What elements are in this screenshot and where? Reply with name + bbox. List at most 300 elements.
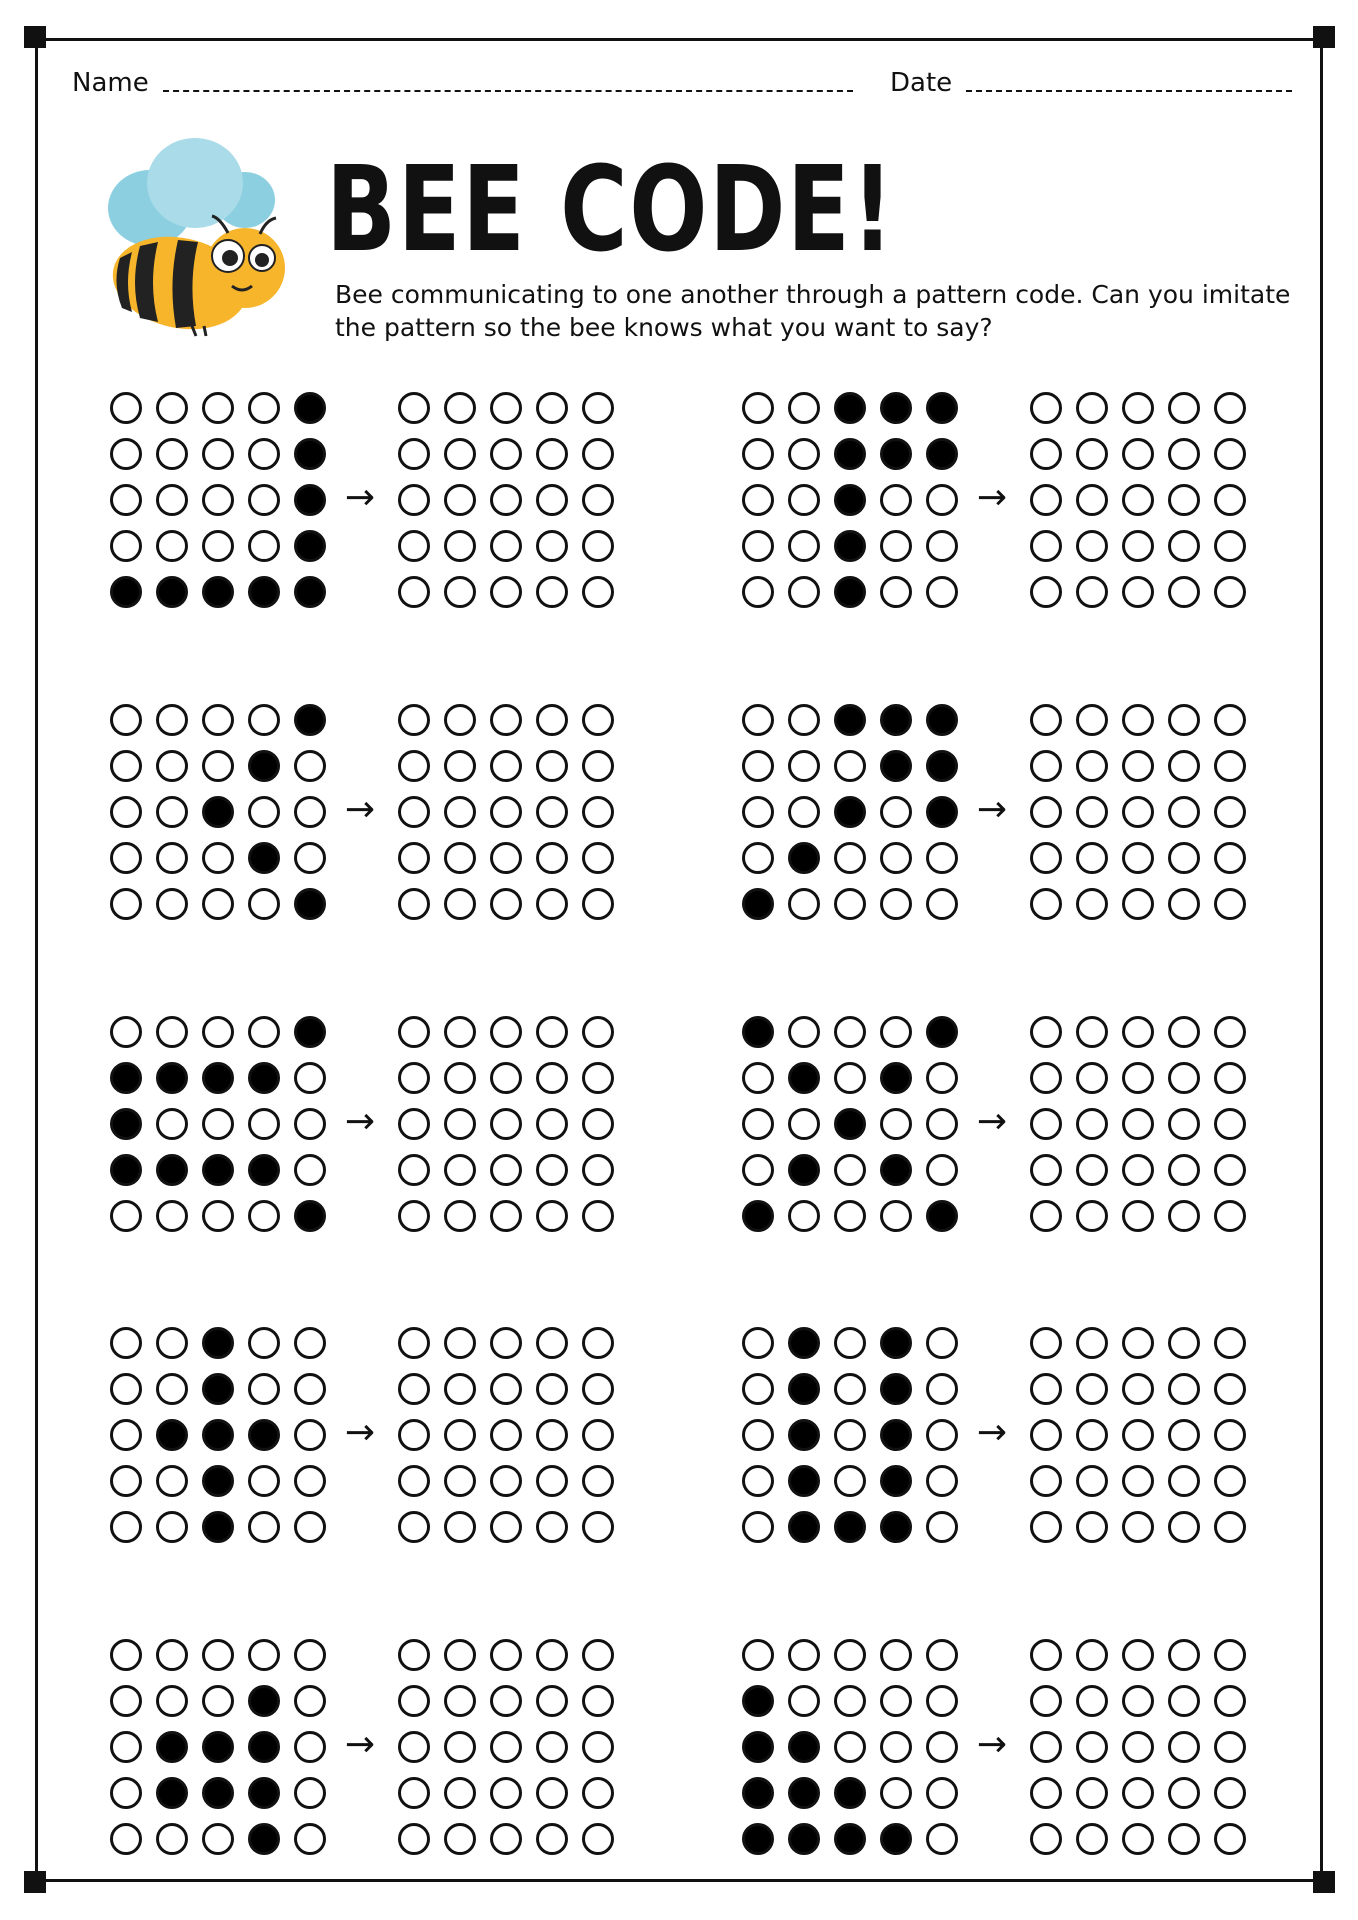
empty-dot[interactable] <box>1122 1777 1154 1809</box>
empty-dot <box>742 796 774 828</box>
empty-dot[interactable] <box>536 750 568 782</box>
empty-dot[interactable] <box>1168 1327 1200 1359</box>
empty-dot[interactable] <box>444 1823 476 1855</box>
empty-dot[interactable] <box>490 1777 522 1809</box>
empty-dot <box>834 1327 866 1359</box>
empty-dot <box>294 1511 326 1543</box>
empty-dot[interactable] <box>1076 1108 1108 1140</box>
date-line[interactable] <box>966 90 1292 92</box>
empty-dot <box>110 1823 142 1855</box>
empty-dot[interactable] <box>1030 1823 1062 1855</box>
empty-dot[interactable] <box>1076 1419 1108 1451</box>
empty-dot[interactable] <box>398 1373 430 1405</box>
arrow-icon: → <box>976 1412 1008 1453</box>
filled-dot <box>880 1154 912 1186</box>
empty-dot[interactable] <box>536 1108 568 1140</box>
empty-dot[interactable] <box>1168 1511 1200 1543</box>
empty-dot[interactable] <box>398 1200 430 1232</box>
name-line[interactable] <box>163 90 853 92</box>
empty-dot[interactable] <box>582 530 614 562</box>
empty-dot[interactable] <box>582 1108 614 1140</box>
empty-dot[interactable] <box>1122 530 1154 562</box>
empty-dot[interactable] <box>1030 1777 1062 1809</box>
empty-dot[interactable] <box>1122 1511 1154 1543</box>
empty-dot[interactable] <box>582 796 614 828</box>
empty-dot[interactable] <box>398 392 430 424</box>
empty-dot <box>294 1419 326 1451</box>
empty-dot[interactable] <box>582 1062 614 1094</box>
answer-grid[interactable] <box>398 1327 628 1557</box>
empty-dot[interactable] <box>444 1327 476 1359</box>
empty-dot[interactable] <box>490 576 522 608</box>
empty-dot[interactable] <box>582 1731 614 1763</box>
empty-dot[interactable] <box>444 1639 476 1671</box>
empty-dot[interactable] <box>1214 484 1246 516</box>
empty-dot <box>294 842 326 874</box>
empty-dot <box>202 1200 234 1232</box>
empty-dot[interactable] <box>1122 484 1154 516</box>
empty-dot[interactable] <box>444 1108 476 1140</box>
empty-dot[interactable] <box>1076 704 1108 736</box>
empty-dot[interactable] <box>444 1685 476 1717</box>
empty-dot[interactable] <box>490 750 522 782</box>
empty-dot[interactable] <box>1030 1373 1062 1405</box>
empty-dot <box>788 796 820 828</box>
empty-dot[interactable] <box>1122 1731 1154 1763</box>
empty-dot[interactable] <box>1076 484 1108 516</box>
empty-dot[interactable] <box>1122 1639 1154 1671</box>
empty-dot <box>294 1327 326 1359</box>
empty-dot[interactable] <box>490 484 522 516</box>
empty-dot[interactable] <box>1030 1200 1062 1232</box>
empty-dot[interactable] <box>490 1731 522 1763</box>
name-field[interactable] <box>72 68 853 98</box>
empty-dot[interactable] <box>1214 888 1246 920</box>
empty-dot[interactable] <box>1122 1200 1154 1232</box>
empty-dot[interactable] <box>1030 796 1062 828</box>
answer-grid[interactable] <box>398 392 628 622</box>
empty-dot[interactable] <box>1122 438 1154 470</box>
empty-dot[interactable] <box>1076 1016 1108 1048</box>
empty-dot[interactable] <box>1076 1511 1108 1543</box>
empty-dot[interactable] <box>1030 1731 1062 1763</box>
empty-dot[interactable] <box>1122 1016 1154 1048</box>
empty-dot[interactable] <box>1168 484 1200 516</box>
empty-dot[interactable] <box>398 484 430 516</box>
empty-dot[interactable] <box>490 1685 522 1717</box>
empty-dot[interactable] <box>1030 1154 1062 1186</box>
answer-grid[interactable] <box>1030 1639 1260 1869</box>
empty-dot[interactable] <box>444 1016 476 1048</box>
empty-dot[interactable] <box>582 1419 614 1451</box>
empty-dot[interactable] <box>398 1639 430 1671</box>
empty-dot <box>926 1685 958 1717</box>
empty-dot[interactable] <box>536 484 568 516</box>
empty-dot[interactable] <box>536 1511 568 1543</box>
empty-dot[interactable] <box>1168 576 1200 608</box>
empty-dot[interactable] <box>490 704 522 736</box>
empty-dot[interactable] <box>1168 1200 1200 1232</box>
filled-dot <box>834 392 866 424</box>
empty-dot[interactable] <box>444 1777 476 1809</box>
empty-dot[interactable] <box>582 1639 614 1671</box>
filled-dot <box>248 1062 280 1094</box>
empty-dot[interactable] <box>536 1016 568 1048</box>
empty-dot[interactable] <box>490 530 522 562</box>
empty-dot[interactable] <box>1122 576 1154 608</box>
answer-grid[interactable] <box>398 1016 628 1246</box>
empty-dot[interactable] <box>398 1731 430 1763</box>
answer-grid[interactable] <box>398 1639 628 1869</box>
empty-dot[interactable] <box>1214 1200 1246 1232</box>
empty-dot[interactable] <box>1076 888 1108 920</box>
empty-dot[interactable] <box>536 576 568 608</box>
empty-dot[interactable] <box>1168 704 1200 736</box>
empty-dot[interactable] <box>1030 750 1062 782</box>
empty-dot[interactable] <box>1214 796 1246 828</box>
empty-dot[interactable] <box>444 796 476 828</box>
empty-dot[interactable] <box>444 1373 476 1405</box>
empty-dot[interactable] <box>398 1511 430 1543</box>
empty-dot[interactable] <box>1122 888 1154 920</box>
empty-dot[interactable] <box>490 1639 522 1671</box>
empty-dot[interactable] <box>536 1373 568 1405</box>
empty-dot[interactable] <box>444 1419 476 1451</box>
empty-dot[interactable] <box>1214 1327 1246 1359</box>
empty-dot[interactable] <box>1168 392 1200 424</box>
empty-dot[interactable] <box>1122 1823 1154 1855</box>
empty-dot[interactable] <box>1214 438 1246 470</box>
empty-dot[interactable] <box>1030 392 1062 424</box>
empty-dot[interactable] <box>1214 1373 1246 1405</box>
answer-grid[interactable] <box>398 704 628 934</box>
empty-dot[interactable] <box>490 888 522 920</box>
empty-dot[interactable] <box>444 888 476 920</box>
empty-dot[interactable] <box>398 704 430 736</box>
empty-dot[interactable] <box>1168 1154 1200 1186</box>
pattern-grid <box>110 392 340 622</box>
answer-grid[interactable] <box>1030 1327 1260 1557</box>
empty-dot[interactable] <box>1030 1419 1062 1451</box>
empty-dot <box>202 750 234 782</box>
empty-dot[interactable] <box>582 1511 614 1543</box>
empty-dot[interactable] <box>536 842 568 874</box>
empty-dot[interactable] <box>582 438 614 470</box>
empty-dot[interactable] <box>1168 1016 1200 1048</box>
empty-dot[interactable] <box>490 1419 522 1451</box>
empty-dot[interactable] <box>1076 1685 1108 1717</box>
empty-dot <box>294 1731 326 1763</box>
empty-dot[interactable] <box>582 1777 614 1809</box>
empty-dot[interactable] <box>444 392 476 424</box>
empty-dot[interactable] <box>1076 576 1108 608</box>
arrow-icon: → <box>344 1101 376 1142</box>
empty-dot[interactable] <box>490 1373 522 1405</box>
empty-dot[interactable] <box>1168 1419 1200 1451</box>
empty-dot[interactable] <box>1122 1685 1154 1717</box>
empty-dot[interactable] <box>398 1419 430 1451</box>
empty-dot[interactable] <box>1076 1327 1108 1359</box>
empty-dot[interactable] <box>1076 796 1108 828</box>
empty-dot[interactable] <box>582 704 614 736</box>
empty-dot[interactable] <box>1168 530 1200 562</box>
empty-dot[interactable] <box>1030 888 1062 920</box>
empty-dot[interactable] <box>1168 1108 1200 1140</box>
empty-dot[interactable] <box>1030 1465 1062 1497</box>
date-field[interactable] <box>890 68 1292 98</box>
empty-dot[interactable] <box>582 842 614 874</box>
empty-dot[interactable] <box>1122 1419 1154 1451</box>
empty-dot[interactable] <box>398 1062 430 1094</box>
empty-dot[interactable] <box>490 1823 522 1855</box>
empty-dot[interactable] <box>398 576 430 608</box>
pattern-grid <box>742 1327 972 1557</box>
empty-dot[interactable] <box>1076 842 1108 874</box>
empty-dot[interactable] <box>398 750 430 782</box>
empty-dot[interactable] <box>490 1108 522 1140</box>
empty-dot[interactable] <box>1030 530 1062 562</box>
empty-dot[interactable] <box>1214 704 1246 736</box>
empty-dot[interactable] <box>1214 1731 1246 1763</box>
empty-dot[interactable] <box>1076 1777 1108 1809</box>
empty-dot[interactable] <box>1076 1731 1108 1763</box>
empty-dot[interactable] <box>582 1685 614 1717</box>
empty-dot <box>294 1777 326 1809</box>
empty-dot[interactable] <box>490 1511 522 1543</box>
empty-dot[interactable] <box>398 1016 430 1048</box>
empty-dot[interactable] <box>1214 1685 1246 1717</box>
empty-dot[interactable] <box>1168 1731 1200 1763</box>
empty-dot[interactable] <box>444 1465 476 1497</box>
empty-dot[interactable] <box>536 530 568 562</box>
empty-dot[interactable] <box>1168 1465 1200 1497</box>
empty-dot[interactable] <box>1214 392 1246 424</box>
filled-dot <box>202 1373 234 1405</box>
empty-dot[interactable] <box>490 842 522 874</box>
empty-dot[interactable] <box>444 1731 476 1763</box>
empty-dot[interactable] <box>1122 842 1154 874</box>
empty-dot[interactable] <box>444 484 476 516</box>
empty-dot[interactable] <box>1168 888 1200 920</box>
empty-dot[interactable] <box>490 392 522 424</box>
empty-dot[interactable] <box>582 1373 614 1405</box>
empty-dot[interactable] <box>1076 1154 1108 1186</box>
empty-dot[interactable] <box>398 530 430 562</box>
empty-dot[interactable] <box>490 1327 522 1359</box>
empty-dot[interactable] <box>444 1200 476 1232</box>
empty-dot[interactable] <box>490 1200 522 1232</box>
empty-dot[interactable] <box>582 1200 614 1232</box>
instructions-text: Bee communicating to one another through a pattern code. Can you imitate the pattern so the bee knows what you want to say? <box>335 280 1291 342</box>
filled-dot <box>926 1016 958 1048</box>
empty-dot[interactable] <box>490 1016 522 1048</box>
empty-dot[interactable] <box>1030 1327 1062 1359</box>
empty-dot[interactable] <box>1214 576 1246 608</box>
empty-dot[interactable] <box>1214 750 1246 782</box>
empty-dot[interactable] <box>1076 392 1108 424</box>
empty-dot <box>202 1823 234 1855</box>
empty-dot[interactable] <box>444 530 476 562</box>
empty-dot[interactable] <box>582 750 614 782</box>
empty-dot[interactable] <box>1214 1108 1246 1140</box>
empty-dot[interactable] <box>444 704 476 736</box>
empty-dot[interactable] <box>536 392 568 424</box>
empty-dot[interactable] <box>536 1200 568 1232</box>
arrow-icon: → <box>976 1101 1008 1142</box>
empty-dot[interactable] <box>1076 1200 1108 1232</box>
empty-dot[interactable] <box>1214 1465 1246 1497</box>
filled-dot <box>156 1777 188 1809</box>
empty-dot[interactable] <box>1030 1108 1062 1140</box>
answer-grid[interactable] <box>1030 704 1260 934</box>
empty-dot[interactable] <box>536 1685 568 1717</box>
empty-dot[interactable] <box>1168 1639 1200 1671</box>
empty-dot[interactable] <box>398 1327 430 1359</box>
empty-dot[interactable] <box>398 1465 430 1497</box>
empty-dot[interactable] <box>536 1731 568 1763</box>
empty-dot[interactable] <box>1076 750 1108 782</box>
empty-dot[interactable] <box>444 1511 476 1543</box>
empty-dot[interactable] <box>536 1777 568 1809</box>
empty-dot[interactable] <box>1168 1823 1200 1855</box>
empty-dot[interactable] <box>536 1639 568 1671</box>
empty-dot[interactable] <box>582 1327 614 1359</box>
empty-dot[interactable] <box>1122 796 1154 828</box>
empty-dot[interactable] <box>582 392 614 424</box>
empty-dot[interactable] <box>1168 438 1200 470</box>
empty-dot[interactable] <box>1214 1062 1246 1094</box>
empty-dot[interactable] <box>536 438 568 470</box>
empty-dot[interactable] <box>490 1154 522 1186</box>
empty-dot[interactable] <box>490 796 522 828</box>
empty-dot[interactable] <box>1030 1685 1062 1717</box>
empty-dot[interactable] <box>1076 1823 1108 1855</box>
empty-dot <box>156 1685 188 1717</box>
empty-dot[interactable] <box>1168 1685 1200 1717</box>
empty-dot[interactable] <box>1168 1777 1200 1809</box>
empty-dot[interactable] <box>1030 704 1062 736</box>
empty-dot[interactable] <box>490 1465 522 1497</box>
filled-dot <box>926 750 958 782</box>
empty-dot[interactable] <box>1122 1327 1154 1359</box>
empty-dot[interactable] <box>1214 1016 1246 1048</box>
empty-dot <box>834 1465 866 1497</box>
empty-dot <box>248 1200 280 1232</box>
empty-dot[interactable] <box>536 796 568 828</box>
empty-dot <box>834 842 866 874</box>
empty-dot[interactable] <box>444 1154 476 1186</box>
empty-dot[interactable] <box>1076 438 1108 470</box>
empty-dot[interactable] <box>1076 1639 1108 1671</box>
empty-dot[interactable] <box>1214 1639 1246 1671</box>
empty-dot[interactable] <box>444 1062 476 1094</box>
empty-dot[interactable] <box>444 576 476 608</box>
empty-dot[interactable] <box>444 842 476 874</box>
empty-dot[interactable] <box>536 704 568 736</box>
empty-dot[interactable] <box>1122 1465 1154 1497</box>
empty-dot[interactable] <box>1122 1062 1154 1094</box>
empty-dot[interactable] <box>1168 796 1200 828</box>
empty-dot[interactable] <box>398 842 430 874</box>
empty-dot[interactable] <box>444 438 476 470</box>
empty-dot[interactable] <box>536 1327 568 1359</box>
empty-dot[interactable] <box>1076 1465 1108 1497</box>
empty-dot[interactable] <box>1168 1373 1200 1405</box>
empty-dot[interactable] <box>536 888 568 920</box>
empty-dot[interactable] <box>582 1823 614 1855</box>
empty-dot[interactable] <box>398 888 430 920</box>
empty-dot[interactable] <box>1122 1108 1154 1140</box>
empty-dot[interactable] <box>582 1465 614 1497</box>
empty-dot[interactable] <box>1122 1373 1154 1405</box>
empty-dot[interactable] <box>398 1777 430 1809</box>
empty-dot[interactable] <box>1122 750 1154 782</box>
filled-dot <box>788 1511 820 1543</box>
empty-dot[interactable] <box>582 888 614 920</box>
empty-dot[interactable] <box>1214 1419 1246 1451</box>
empty-dot[interactable] <box>1168 750 1200 782</box>
empty-dot[interactable] <box>582 576 614 608</box>
empty-dot[interactable] <box>1214 1823 1246 1855</box>
empty-dot[interactable] <box>1030 1511 1062 1543</box>
empty-dot[interactable] <box>536 1465 568 1497</box>
empty-dot[interactable] <box>1030 1639 1062 1671</box>
empty-dot[interactable] <box>490 438 522 470</box>
empty-dot[interactable] <box>582 1154 614 1186</box>
empty-dot[interactable] <box>1168 1062 1200 1094</box>
empty-dot[interactable] <box>1214 1777 1246 1809</box>
empty-dot[interactable] <box>1168 842 1200 874</box>
empty-dot[interactable] <box>1214 842 1246 874</box>
empty-dot[interactable] <box>1030 1016 1062 1048</box>
empty-dot <box>788 438 820 470</box>
empty-dot[interactable] <box>1214 1154 1246 1186</box>
empty-dot[interactable] <box>1030 438 1062 470</box>
empty-dot[interactable] <box>536 1062 568 1094</box>
empty-dot[interactable] <box>582 1016 614 1048</box>
empty-dot[interactable] <box>1030 842 1062 874</box>
answer-grid[interactable] <box>1030 1016 1260 1246</box>
empty-dot[interactable] <box>490 1062 522 1094</box>
empty-dot <box>742 750 774 782</box>
empty-dot[interactable] <box>1122 1154 1154 1186</box>
empty-dot[interactable] <box>398 1685 430 1717</box>
empty-dot[interactable] <box>444 750 476 782</box>
empty-dot[interactable] <box>1030 1062 1062 1094</box>
empty-dot[interactable] <box>582 484 614 516</box>
corner-bottom-left <box>24 1871 46 1893</box>
empty-dot[interactable] <box>536 1154 568 1186</box>
empty-dot[interactable] <box>398 1108 430 1140</box>
empty-dot[interactable] <box>398 1823 430 1855</box>
empty-dot[interactable] <box>1214 530 1246 562</box>
empty-dot[interactable] <box>536 1419 568 1451</box>
empty-dot[interactable] <box>398 438 430 470</box>
answer-grid[interactable] <box>1030 392 1260 622</box>
empty-dot[interactable] <box>1076 1373 1108 1405</box>
empty-dot[interactable] <box>536 1823 568 1855</box>
empty-dot[interactable] <box>1122 704 1154 736</box>
empty-dot[interactable] <box>1122 392 1154 424</box>
empty-dot[interactable] <box>398 1154 430 1186</box>
empty-dot[interactable] <box>1214 1511 1246 1543</box>
empty-dot[interactable] <box>398 796 430 828</box>
empty-dot[interactable] <box>1030 576 1062 608</box>
empty-dot[interactable] <box>1030 484 1062 516</box>
empty-dot[interactable] <box>1076 530 1108 562</box>
empty-dot <box>248 1327 280 1359</box>
empty-dot[interactable] <box>1076 1062 1108 1094</box>
